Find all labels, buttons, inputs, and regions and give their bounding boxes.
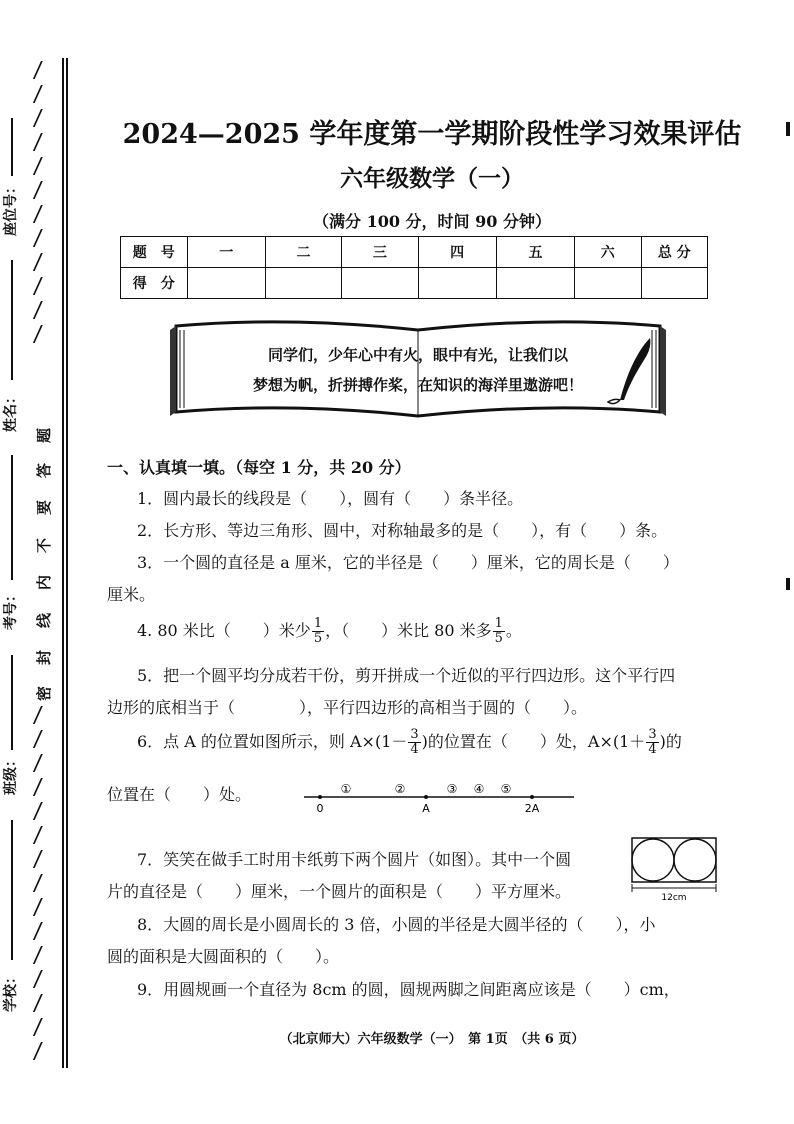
margin-slash: / <box>32 703 44 728</box>
fraction-numerator: 1 <box>494 616 503 631</box>
score-time-note: （满分 100 分，时间 90 分钟） <box>313 212 551 231</box>
margin-slash: / <box>32 1039 44 1064</box>
seal-char: 内 <box>35 574 54 591</box>
score-table-cell: 总 分 <box>641 237 707 268</box>
score-table-cell: 三 <box>342 237 418 268</box>
score-table-score-row <box>121 268 708 299</box>
banner-line-2: 梦想为帆，折拼搏作桨，在知识的海洋里遨游吧！ <box>252 376 583 394</box>
score-table-cell: 一 <box>187 237 265 268</box>
seal-char: 线 <box>35 612 54 629</box>
class-field-label: 班级： <box>3 753 19 795</box>
seal-char: 答 <box>35 462 54 479</box>
margin-line <box>66 58 68 1068</box>
fraction <box>312 617 324 646</box>
score-blank[interactable] <box>496 268 574 299</box>
margin-slash: / <box>32 823 44 848</box>
question-6 <box>137 728 682 757</box>
margin-slash: / <box>32 274 44 299</box>
school-field-line <box>11 820 13 960</box>
margin-slash: / <box>32 130 44 155</box>
fraction <box>646 728 658 757</box>
margin-slash: / <box>32 727 44 752</box>
score-blank[interactable] <box>575 268 641 299</box>
binding-margin <box>0 0 70 1124</box>
margin-slash: / <box>32 154 44 179</box>
question-6-line-2: 位置在（ ）处。 <box>107 785 252 804</box>
score-table-header-row <box>121 237 708 268</box>
score-blank[interactable] <box>641 268 707 299</box>
margin-slash: / <box>32 751 44 776</box>
name-field-label: 姓名： <box>3 390 19 432</box>
number-line-figure <box>300 778 580 816</box>
exam-title: 2024—2025 学年度第一学期阶段性学习效果评估 <box>122 119 742 150</box>
margin-slash: / <box>32 226 44 251</box>
margin-slash: / <box>32 775 44 800</box>
score-table-cell: 五 <box>496 237 574 268</box>
two-circles-figure <box>630 836 720 902</box>
marker-4: ④ <box>473 782 485 796</box>
question-7-line-1: 7．笑笑在做手工时用卡纸剪下两个圆片（如图）。其中一个圆 <box>137 850 572 869</box>
question-7-line-2: 片的直径是（ ）厘米，一个圆片的面积是（ ）平方厘米。 <box>107 882 572 901</box>
question-3-line-1: 3．一个圆的直径是 a 厘米，它的半径是（ ）厘米，它的周长是（ ） <box>137 553 679 572</box>
class-field-line <box>11 655 13 750</box>
score-blank[interactable] <box>187 268 265 299</box>
fraction <box>493 617 505 646</box>
score-blank[interactable] <box>418 268 496 299</box>
fraction <box>408 728 420 757</box>
question-6-text: )的位置在（ ）处，A×(1＋ <box>421 732 646 751</box>
margin-slash: / <box>32 847 44 872</box>
edge-mark <box>786 122 790 136</box>
marker-1: ① <box>340 782 352 796</box>
motivation-banner <box>168 320 668 420</box>
seal-char: 不 <box>35 537 54 554</box>
exam-number-field-line <box>11 455 13 580</box>
question-9: 9．用圆规画一个直径为 8cm 的圆，圆规两脚之间距离应该是（ ）cm， <box>137 980 680 999</box>
tick-label-2a: 2A <box>524 802 540 815</box>
margin-slash: / <box>32 1015 44 1040</box>
question-4 <box>137 617 522 646</box>
fraction-denominator: 4 <box>648 742 657 757</box>
book-illustration <box>168 320 668 420</box>
question-1: 1．圆内最长的线段是（ ），圆有（ ）条半径。 <box>137 489 524 508</box>
question-5-line-1: 5．把一个圆平均分成若干份，剪开拼成一个近似的平行四边形。这个平行四 <box>137 666 676 685</box>
fraction-numerator: 3 <box>648 727 657 742</box>
score-blank[interactable] <box>342 268 418 299</box>
margin-slash: / <box>32 799 44 824</box>
margin-slash: / <box>32 250 44 275</box>
score-table <box>120 236 708 299</box>
fraction-numerator: 1 <box>313 616 323 631</box>
score-table-cell: 四 <box>418 237 496 268</box>
seal-char: 题 <box>35 427 54 444</box>
seal-char: 密 <box>35 685 54 702</box>
margin-slash: / <box>32 58 44 83</box>
margin-slash: / <box>32 895 44 920</box>
tick-point <box>318 795 322 799</box>
seat-number-field-label: 座位号： <box>3 180 19 236</box>
width-label: 12cm <box>661 893 687 902</box>
margin-slash: / <box>32 178 44 203</box>
section-heading: 一、认真填一填。（每空 1 分，共 20 分） <box>107 458 411 477</box>
score-blank[interactable] <box>265 268 341 299</box>
seat-number-field-line <box>11 118 13 176</box>
fraction-denominator: 5 <box>313 631 323 646</box>
question-8-line-1: 8．大圆的周长是小圆周长的 3 倍，小圆的半径是大圆半径的（ ），小 <box>137 915 656 934</box>
score-table-cell: 二 <box>265 237 341 268</box>
banner-line-1: 同学们，少年心中有火，眼中有光，让我们以 <box>267 346 568 364</box>
circle-right <box>674 839 716 881</box>
margin-slash: / <box>32 871 44 896</box>
margin-line <box>62 58 64 1068</box>
name-field-line <box>11 260 13 380</box>
page-footer: （北京师大）六年级数学（一） 第 1页 （共 6 页） <box>279 1032 585 1047</box>
margin-slash: / <box>32 202 44 227</box>
marker-3: ③ <box>446 782 458 796</box>
tick-point <box>424 795 428 799</box>
school-field-label: 学校： <box>3 970 19 1012</box>
score-table-cell: 六 <box>575 237 641 268</box>
question-4-text: 。 <box>505 621 522 640</box>
margin-slash: / <box>32 106 44 131</box>
question-8-line-2: 圆的面积是大圆面积的（ ）。 <box>107 947 340 966</box>
tick-label-0: 0 <box>316 802 324 815</box>
question-6-text: )的 <box>659 732 682 751</box>
tick-point <box>530 795 534 799</box>
edge-mark <box>786 578 790 590</box>
fraction-denominator: 5 <box>494 631 503 646</box>
score-table-cell: 题 号 <box>121 237 188 268</box>
margin-slash: / <box>32 322 44 347</box>
seal-char: 要 <box>35 499 54 516</box>
seal-char: 封 <box>35 649 54 666</box>
circle-left <box>632 839 674 881</box>
fraction-denominator: 4 <box>410 742 419 757</box>
question-4-text: 4. 80 米比（ ）米少 <box>137 621 311 640</box>
fraction-numerator: 3 <box>410 727 419 742</box>
question-4-text: ，（ ）米比 80 米多 <box>325 621 492 640</box>
question-6-text: 6．点 A 的位置如图所示，则 A×(1－ <box>137 732 408 751</box>
margin-slash: / <box>32 991 44 1016</box>
question-3-line-2: 厘米。 <box>107 585 156 604</box>
marker-2: ② <box>394 782 406 796</box>
tick-label-a: A <box>422 802 430 815</box>
question-2: 2．长方形、等边三角形、圆中，对称轴最多的是（ ），有（ ）条。 <box>137 521 668 540</box>
margin-slash: / <box>32 919 44 944</box>
exam-number-field-label: 考号： <box>3 588 19 630</box>
margin-slash: / <box>32 82 44 107</box>
question-5-line-2: 边形的底相当于（ ），平行四边形的高相当于圆的（ ）。 <box>107 698 588 717</box>
margin-slash: / <box>32 967 44 992</box>
margin-slash: / <box>32 298 44 323</box>
margin-slash: / <box>32 943 44 968</box>
score-table-cell: 得 分 <box>121 268 188 299</box>
exam-subtitle: 六年级数学（一） <box>340 165 524 192</box>
marker-5: ⑤ <box>500 782 512 796</box>
